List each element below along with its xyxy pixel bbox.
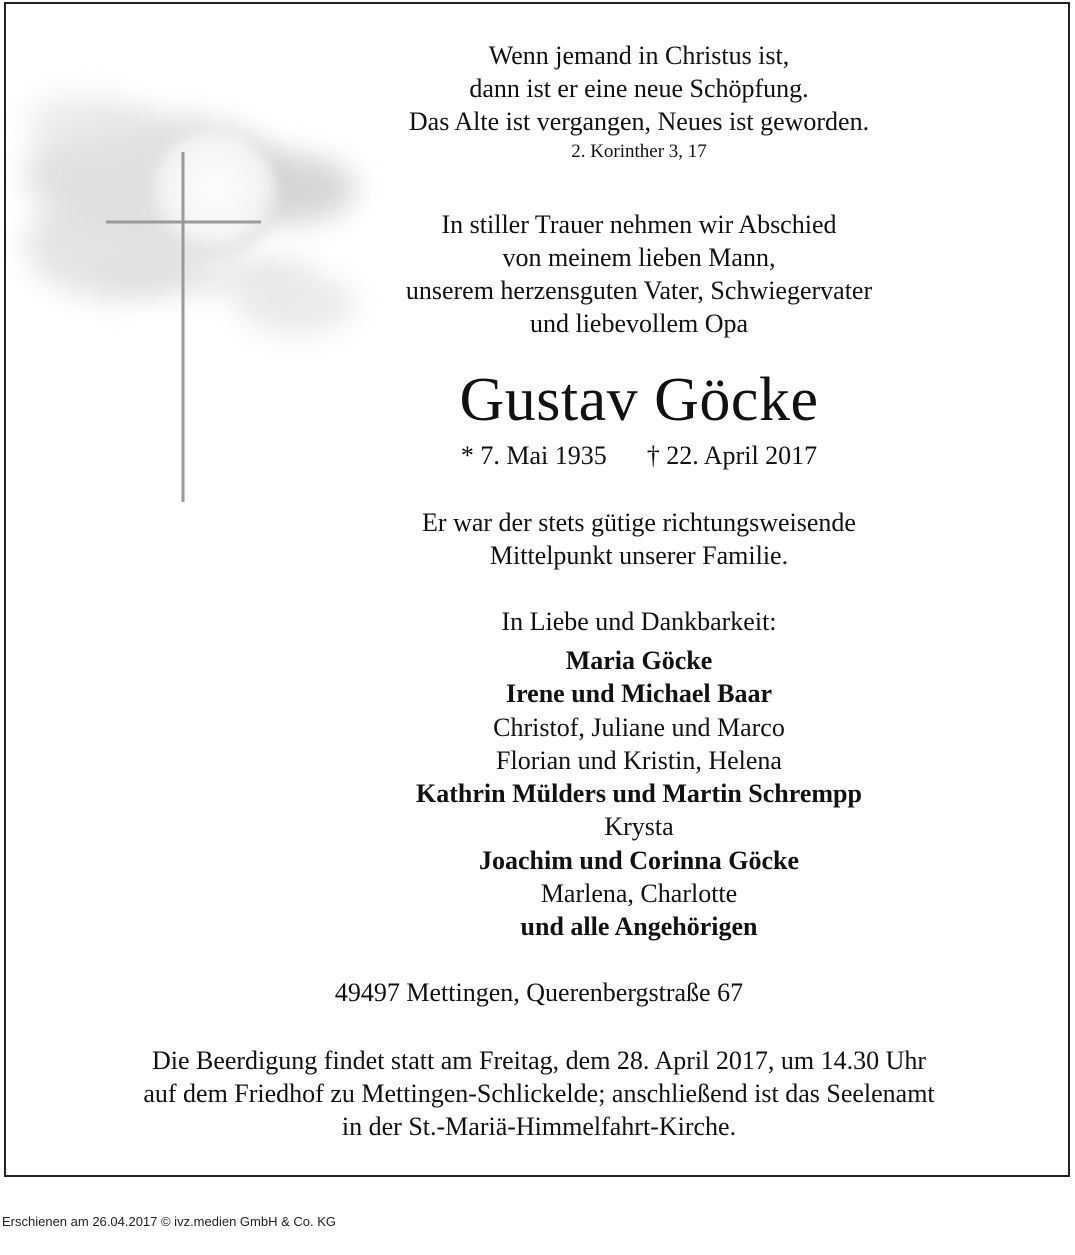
- verse-line: Wenn jemand in Christus ist,: [488, 41, 790, 70]
- intro-line: unserem herzensguten Vater, Schwiegervater: [405, 276, 873, 305]
- mourner-entry: Florian und Kristin, Helena: [496, 745, 782, 775]
- mourner-entry: Marlena, Charlotte: [540, 879, 738, 909]
- funeral-line: in der St.-Mariä-Himmelfahrt-Kirche.: [341, 1112, 737, 1141]
- birth-date: * 7. Mai 1935: [460, 441, 607, 470]
- tribute-line: Mittelpunkt unserer Familie.: [489, 541, 789, 570]
- bible-verse: [366, 39, 912, 166]
- obituary-notice: [4, 2, 1070, 1177]
- death-date: † 22. April 2017: [646, 441, 818, 470]
- mourner-entry: Joachim und Corinna Göcke: [479, 845, 799, 875]
- verse-line: Das Alte ist vergangen, Neues ist geworden.: [408, 107, 870, 136]
- mourner-entry: Krysta: [604, 812, 674, 842]
- farewell-intro: [366, 208, 912, 340]
- mourner-entry: Maria Göcke: [565, 646, 713, 675]
- mourner-entry: und alle Angehörigen: [520, 912, 758, 942]
- intro-line: und liebevollem Opa: [529, 309, 749, 338]
- tribute-text: [366, 506, 912, 572]
- intro-line: In stiller Trauer nehmen wir Abschied: [441, 210, 837, 239]
- family-address: 49497 Mettingen, Querenbergstraße 67: [334, 978, 744, 1007]
- funeral-line: auf dem Friedhof zu Mettingen-Schlickelde; anschließend ist das Seelenamt: [143, 1079, 935, 1108]
- mourner-entry: Irene und Michael Baar: [505, 679, 773, 709]
- verse-reference: 2. Korinther 3, 17: [571, 141, 707, 162]
- life-dates: [366, 439, 912, 472]
- mourner-entry: Christof, Juliane und Marco: [493, 712, 785, 742]
- mourners-list: [366, 644, 912, 944]
- verse-line: dann ist er eine neue Schöpfung.: [469, 74, 809, 103]
- funeral-line: Die Beerdigung findet statt am Freitag, dem 28. April 2017, um 14.30 Uhr: [151, 1046, 927, 1075]
- publication-footer: Erschienen am 26.04.2017 © ivz.medien GmbH & Co. KG: [2, 1214, 337, 1229]
- funeral-notice: [36, 1044, 1042, 1143]
- moon: [150, 130, 278, 258]
- deceased-name: Gustav Göcke: [459, 366, 819, 434]
- tribute-line: Er war der stets gütige richtungsweisende: [422, 508, 856, 537]
- thanks-heading: In Liebe und Dankbarkeit:: [501, 607, 777, 636]
- mourner-entry: Kathrin Mülders und Martin Schrempp: [416, 779, 862, 809]
- intro-line: von meinem lieben Mann,: [502, 243, 776, 272]
